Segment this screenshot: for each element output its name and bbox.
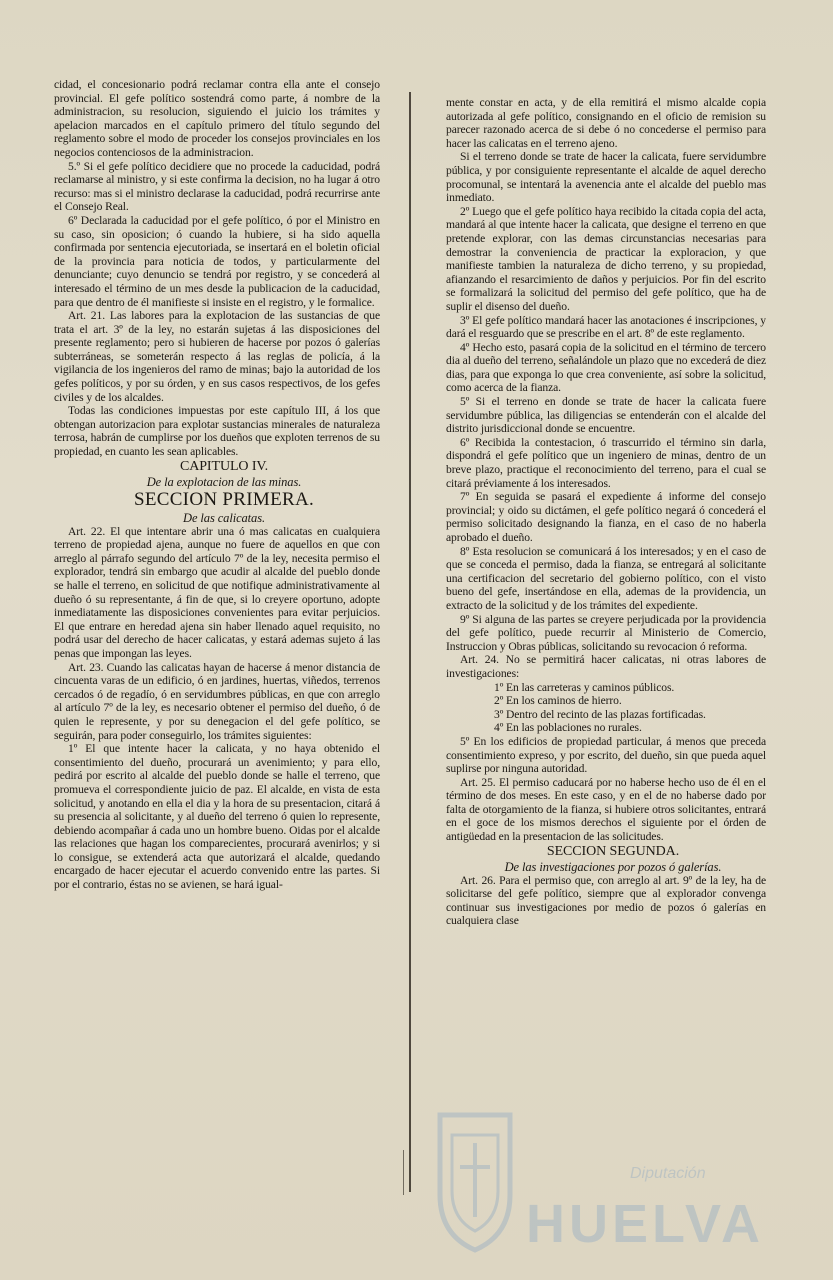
watermark-text: HUELVA [526,1194,764,1254]
paragraph: 8º Esta resolucion se comunicará á los interesados; y en el caso de que se conceda el permiso, dada la fianza, se entregará al solicitante una certificacion del secretario del gobierno político, con el visto bueno del gefe, insertándose en ella, ademas de la providencia, un extracto de la solicitud y de los trámites del expediente. [446,544,766,612]
paragraph: Todas las condiciones impuestas por este capítulo III, á los que obtengan autorizacion para explotar sustancias minerales de naturaleza terrosa, habrán de cumplirse por los dueños que exploten terrenos de su propiedad, en cuanto les sean aplicables. [54,404,380,459]
paragraph: Art. 24. No se permitirá hacer calicatas, ni otras labores de investigaciones: [446,653,766,680]
paragraph: 5.º Si el gefe político decidiere que no procede la caducidad, podrá reclamarse al ministro, y si este confirma la decision, no ha lugar á otro recurso: mas si el ministro declarase la caducidad, podrá recurrirse ante el Consejo Real. [54,159,380,214]
paragraph: 2º Luego que el gefe político haya recibido la citada copia del acta, mandará al que intente hacer la calicata, que designe el terreno en que pretende explorar, con las demas circunstancias necesarias para demostrar la conveniencia de practicar la exploracion, y que manifieste tambien la naturaleza de dicho terreno, y su propiedad, afianzando el resarcimiento de daños y perjuicios. Por fin del escrito se formalizará la solicitud del permiso del gefe político, que ha de suplir el disenso del dueño. [446,204,766,313]
paragraph: cidad, el concesionario podrá reclamar contra ella ante el consejo provincial. El gefe político sostendrá como parte, á nombre de la administracion, su resolucion, siguiendo el juicio los trámites y apelacion marcados en el capítulo primero del título segundo del reglamento sobre el modo de proceder los consejos provinciales en los negocios contenciosos de la administracion. [54,78,380,159]
paragraph: 5º En los edificios de propiedad particular, á menos que preceda consentimiento expreso, y por escrito, del dueño, sin que pueda aquel suplirse por ninguna autoridad. [446,734,766,776]
section-heading-2: SECCION SEGUNDA. [546,843,680,859]
left-column [54,78,380,892]
paragraph: 1º El que intente hacer la calicata, y no haya obtenido el consentimiento del dueño, procurará un avenimiento; y para ello, pedirá por escrito al alcalde del pueblo donde se halle el terreno, que promueva el correspondiente juicio de paz. El alcalde, en vista de esta solicitud, y anotando en ella el dia y la hora de su presentacion, citará á su presencia al solicitante, y al dueño del terreno ó quien lo represente, debiendo acompañar á cada uno un hombre bueno. Oidas por el alcalde las relaciones que hagan los comparecientes, procurará avenirlos; y si lo consigue, se extenderá acta que autorizará el alcalde, quedando encargado de hacer ejecutar el acuerdo convenido entre las partes. Si por el contrario, éstas no se avienen, se hará igual- [54,742,380,892]
paragraph: Art. 23. Cuando las calicatas hayan de hacerse á menor distancia de cincuenta varas de un edificio, ó en jardines, huertas, viñedos, terrenos cercados ó de regadío, ó en servidumbres públicas, en que con arreglo al artículo 7º de la ley, es necesario obtener el permiso del dueño, ó de quien le represente, y por su denegacion el del gefe político, se seguirán, para poder conseguirlo, los trámites siguientes: [54,660,380,742]
paragraph: Art. 22. El que intentare abrir una ó mas calicatas en cualquiera terreno de propiedad ajena, aunque no fuere de aquellos en que con arreglo al párrafo segundo del artículo 7º de la ley, necesita permiso el explorador, tendrá sin embargo que acudir al alcalde del pueblo donde se halle el terreno, en solicitud de que notifique administrativamente al dueño ó su representante, á fin de que, si lo creyere oportuno, adopte inmediatamente las disposiciones convenientes para evitar perjuicios. El que entrare en heredad ajena sin haber llenado aquel requisito, no podrá usar del derecho de hacer calicatas, y estará ademas sujeto á las penas que impongan las leyes. [54,524,380,660]
paragraph: 7º En seguida se pasará el expediente á informe del consejo provincial; y oido su dictámen, el gefe político negará ó concederá el permiso solicitado designando la fianza, en el caso de no haberla aprobado el dueño. [446,490,766,544]
section-subtitle: De las calicatas. [183,510,265,525]
paragraph: 9º Si alguna de las partes se creyere perjudicada por la providencia del gefe político, puede recurrir al Ministerio de Comercio, Instruccion y Obras públicas, solicitando su revocacion ó reforma. [446,612,766,653]
paragraph: mente constar en acta, y de ella remitirá el mismo alcalde copia autorizada al gefe político, consignando en el oficio de remision su parecer razonado acerca de si debe ó no concederse el permiso para hacer las calicatas en el terreno ajeno. [446,96,766,150]
paragraph: Si el terreno donde se trate de hacer la calicata, fuere servidumbre pública, y por consiguiente representante el alcalde de aquel derecho procomunal, se intentará la avenencia ante el alcalde del pueblo mas inmediato. [446,150,766,205]
column-divider [409,92,411,1192]
paragraph: 4º Hecho esto, pasará copia de la solicitud en el término de tercero dia al dueño del terreno, señalándole un plazo que no excederá de diez dias, para que exponga lo que crea conveniente, así sobre la solicitud, como acerca de la fianza. [446,340,766,395]
right-column [446,96,766,928]
paragraph: 6º Recibida la contestacion, ó trascurrido el término sin darla, dispondrá el gefe político que un ingeniero de minas, dentro de un breve plazo, practique el reconocimiento del terreno, para el cual se citará préviamente á los interesados. [446,435,766,490]
paragraph: 6º Declarada la caducidad por el gefe político, ó por el Ministro en su caso, sin oposicion; ó cuando la hubiere, si ha sido aquella confirmada por sentencia ejecutoriada, se insertará en el boletin oficial de la provincia para noticia de todos, y particularmente del denunciante; cuyo denuncio se tendrá por registro, y se concederá al interesado el término de un mes desde la publicacion de la caducidad, para que dentro de él manifieste si insiste en el registro, y le formalice. [54,213,380,309]
column-divider-lower [403,1150,404,1195]
list-item: 2º En los caminos de hierro. [494,694,622,708]
section-heading: SECCION PRIMERA. [133,488,315,510]
shield-icon [430,1105,520,1255]
watermark-subtitle: Diputación [630,1165,706,1182]
paragraph: 3º El gefe político mandará hacer las anotaciones é inscripciones, y dará el resguardo que se prescribe en el art. 8º de este reglamento. [446,313,766,341]
list-item: 4º En las poblaciones no rurales. [494,721,642,735]
section-subtitle-2: De las investigaciones por pozos ó galerías. [504,859,722,874]
paragraph: Art. 25. El permiso caducará por no haberse hecho uso de él en el término de dos meses. En este caso, y en el de no haberse dado por falta de otorgamiento de la fianza, si hubiere otros solicitantes, entrará en el goce de los mismos derechos el siguiente por el órden de antigüedad en la presentacion de las solicitudes. [446,775,766,844]
chapter-heading: CAPITULO IV. [180,458,268,474]
paragraph: Art. 21. Las labores para la explotacion de las sustancias de que trata el art. 3º de la ley, no estarán sujetas á las disposiciones del presente reglamento; pero si hubieren de hacerse por pozos ó galerías subterráneas, se someterán respecto á las reglas de policía, á la vigilancia de los ingenieros del ramo de minas; bajo la autoridad de los gefes políticos, y por su órden, y en sus casos respectivos, de los gefes civiles y de los alcaldes. [54,309,380,404]
library-watermark [430,1085,790,1275]
list-item: 3º Dentro del recinto de las plazas fortificadas. [494,707,706,721]
paragraph: 5º Si el terreno en donde se trate de hacer la calicata fuere servidumbre pública, las diligencias se entenderán con el alcalde del distrito jurisdiccional donde se encuentre. [446,395,766,436]
list-item: 1º En las carreteras y caminos públicos. [494,680,675,694]
paragraph: Art. 26. Para el permiso que, con arreglo al art. 9º de la ley, ha de solicitarse del gefe político, siempre que al explorador convenga continuar sus investigaciones por medio de pozos ó galerías en cualquiera clase [446,873,766,928]
chapter-subtitle: De la explotacion de las minas. [146,474,302,489]
